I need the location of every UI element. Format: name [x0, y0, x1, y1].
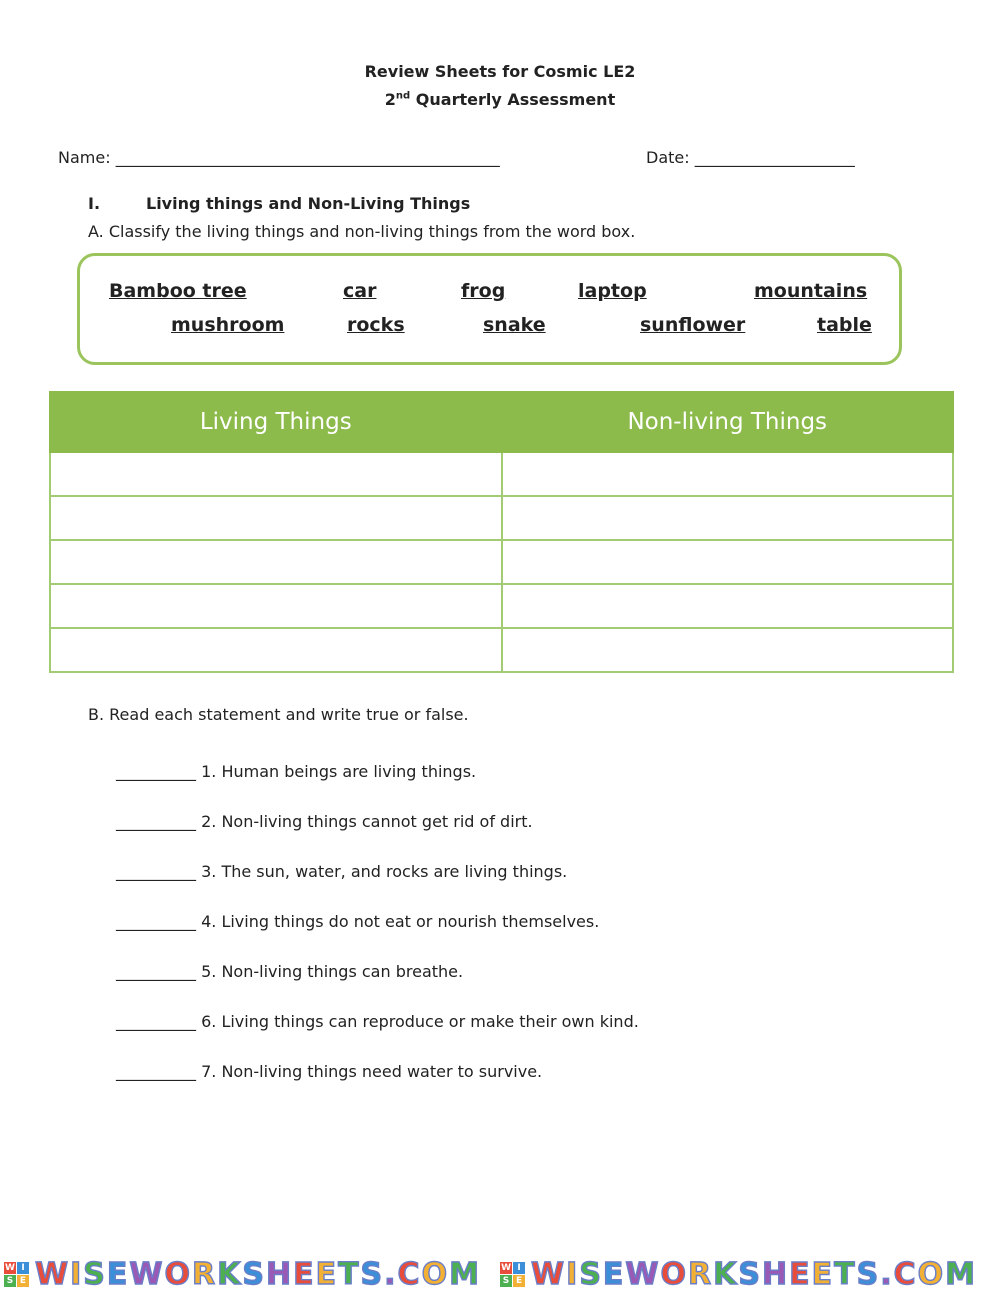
- brand-logo-icon: [4, 1262, 29, 1287]
- worksheet-title: Review Sheets for Cosmic LE2: [364, 62, 636, 81]
- brand-letter: .: [880, 1257, 894, 1292]
- brand-letter: O: [421, 1257, 450, 1292]
- brand-letter: E: [293, 1257, 316, 1292]
- statement-text: 1. Human beings are living things.: [201, 762, 477, 781]
- living-cell[interactable]: [50, 628, 502, 672]
- logo-letter: W: [501, 1263, 512, 1273]
- subtitle-rest: Quarterly Assessment: [410, 90, 616, 109]
- brand-letter: H: [265, 1257, 294, 1292]
- date-blank[interactable]: ____________________: [694, 148, 855, 167]
- logo-letter: S: [4, 1275, 16, 1287]
- section-title: Living things and Non-Living Things: [146, 194, 471, 213]
- brand-letter: T: [834, 1257, 857, 1292]
- word-item[interactable]: snake: [483, 314, 546, 336]
- brand-letter: S: [579, 1257, 603, 1292]
- logo-letter: S: [500, 1275, 512, 1287]
- brand-letter: K: [713, 1257, 739, 1292]
- brand-letter: I: [566, 1257, 580, 1292]
- table-row: [50, 452, 953, 496]
- brand-letter: E: [789, 1257, 812, 1292]
- non-living-cell[interactable]: [502, 628, 954, 672]
- brand-letter: O: [917, 1257, 946, 1292]
- brand-letter: C: [893, 1257, 918, 1292]
- logo-letter: E: [17, 1275, 29, 1287]
- worksheet-subtitle: [0, 90, 1000, 109]
- table-header-row: [50, 392, 953, 452]
- statement-item: [116, 762, 476, 781]
- brand-letter: C: [397, 1257, 422, 1292]
- brand-letter: M: [449, 1257, 481, 1292]
- brand-letter: M: [945, 1257, 977, 1292]
- brand-letter: S: [242, 1257, 266, 1292]
- brand-letter: W: [625, 1257, 661, 1292]
- word-item[interactable]: rocks: [347, 314, 405, 336]
- logo-letter: E: [513, 1275, 525, 1287]
- word-item[interactable]: frog: [461, 280, 506, 302]
- brand-letter: S: [360, 1257, 385, 1292]
- brand-letter: S: [738, 1257, 762, 1292]
- brand-letter: E: [106, 1257, 130, 1292]
- brand-watermark: [0, 1257, 481, 1292]
- word-item[interactable]: table: [817, 314, 872, 336]
- statement-text: 3. The sun, water, and rocks are living things.: [201, 862, 568, 881]
- statement-text: 4. Living things do not eat or nourish themselves.: [201, 912, 600, 931]
- logo-letter: W: [5, 1263, 15, 1273]
- answer-blank[interactable]: __________: [116, 762, 196, 781]
- date-label: Date:: [646, 148, 690, 167]
- name-label: Name:: [58, 148, 111, 167]
- brand-letter: T: [338, 1257, 361, 1292]
- statement-item: [116, 962, 463, 981]
- word-item[interactable]: mountains: [754, 280, 868, 302]
- date-field[interactable]: [646, 148, 855, 167]
- answer-blank[interactable]: __________: [116, 912, 196, 931]
- answer-blank[interactable]: __________: [116, 962, 196, 981]
- answer-blank[interactable]: __________: [116, 1012, 196, 1031]
- living-cell[interactable]: [50, 540, 502, 584]
- brand-letter: H: [762, 1257, 790, 1292]
- part-b-instruction: B. Read each statement and write true or false.: [88, 705, 469, 724]
- brand-name: [531, 1257, 977, 1292]
- brand-logo-icon: [500, 1262, 525, 1287]
- brand-letter: .: [384, 1257, 398, 1292]
- name-blank[interactable]: ________________________________________________: [115, 148, 500, 167]
- name-field[interactable]: [58, 148, 500, 167]
- brand-letter: S: [83, 1257, 107, 1292]
- statement-text: 7. Non-living things need water to survive.: [201, 1062, 543, 1081]
- logo-letter: I: [17, 1262, 29, 1274]
- statement-text: 2. Non-living things cannot get rid of dirt.: [201, 812, 533, 831]
- brand-letter: R: [688, 1257, 714, 1292]
- word-item[interactable]: car: [343, 280, 377, 302]
- brand-name: [35, 1257, 481, 1292]
- brand-letter: K: [217, 1257, 243, 1292]
- word-item[interactable]: sunflower: [640, 314, 746, 336]
- living-cell[interactable]: [50, 496, 502, 540]
- living-things-header: Living Things: [50, 392, 502, 452]
- brand-letter: E: [811, 1257, 835, 1292]
- brand-letter: W: [531, 1257, 567, 1292]
- non-living-cell[interactable]: [502, 540, 954, 584]
- brand-letter: E: [315, 1257, 339, 1292]
- statement-text: 6. Living things can reproduce or make their own kind.: [201, 1012, 639, 1031]
- section-number: I.: [88, 194, 101, 213]
- table-row: [50, 628, 953, 672]
- table-row: [50, 496, 953, 540]
- statement-text: 5. Non-living things can breathe.: [201, 962, 464, 981]
- brand-letter: W: [35, 1257, 71, 1292]
- living-cell[interactable]: [50, 584, 502, 628]
- brand-letter: W: [129, 1257, 165, 1292]
- living-cell[interactable]: [50, 452, 502, 496]
- footer-watermark: [0, 1255, 1000, 1291]
- part-a-instruction: A. Classify the living things and non-living things from the word box.: [88, 222, 636, 241]
- statement-item: [116, 1012, 639, 1031]
- non-living-cell[interactable]: [502, 452, 954, 496]
- word-box: [77, 253, 902, 365]
- answer-blank[interactable]: __________: [116, 1062, 196, 1081]
- table-row: [50, 584, 953, 628]
- brand-letter: R: [191, 1257, 218, 1292]
- brand-letter: S: [856, 1257, 881, 1292]
- non-living-cell[interactable]: [502, 496, 954, 540]
- brand-letter: I: [70, 1257, 84, 1292]
- subtitle-ordinal: 2: [384, 90, 396, 109]
- subtitle-suffix: nd: [395, 90, 411, 102]
- statement-item: [116, 812, 533, 831]
- brand-watermark: [496, 1257, 977, 1292]
- brand-letter: O: [660, 1257, 689, 1292]
- logo-letter: I: [513, 1262, 525, 1274]
- word-item[interactable]: Bamboo tree: [109, 280, 247, 302]
- statement-item: [116, 912, 599, 931]
- statement-item: [116, 862, 567, 881]
- table-row: [50, 540, 953, 584]
- word-item[interactable]: laptop: [578, 280, 647, 302]
- brand-letter: E: [602, 1257, 626, 1292]
- answer-blank[interactable]: __________: [116, 812, 196, 831]
- non-living-cell[interactable]: [502, 584, 954, 628]
- brand-letter: O: [164, 1257, 192, 1292]
- word-item[interactable]: mushroom: [171, 314, 285, 336]
- classification-table: [49, 391, 954, 673]
- answer-blank[interactable]: __________: [116, 862, 196, 881]
- non-living-things-header: Non-living Things: [502, 392, 954, 452]
- statement-item: [116, 1062, 542, 1081]
